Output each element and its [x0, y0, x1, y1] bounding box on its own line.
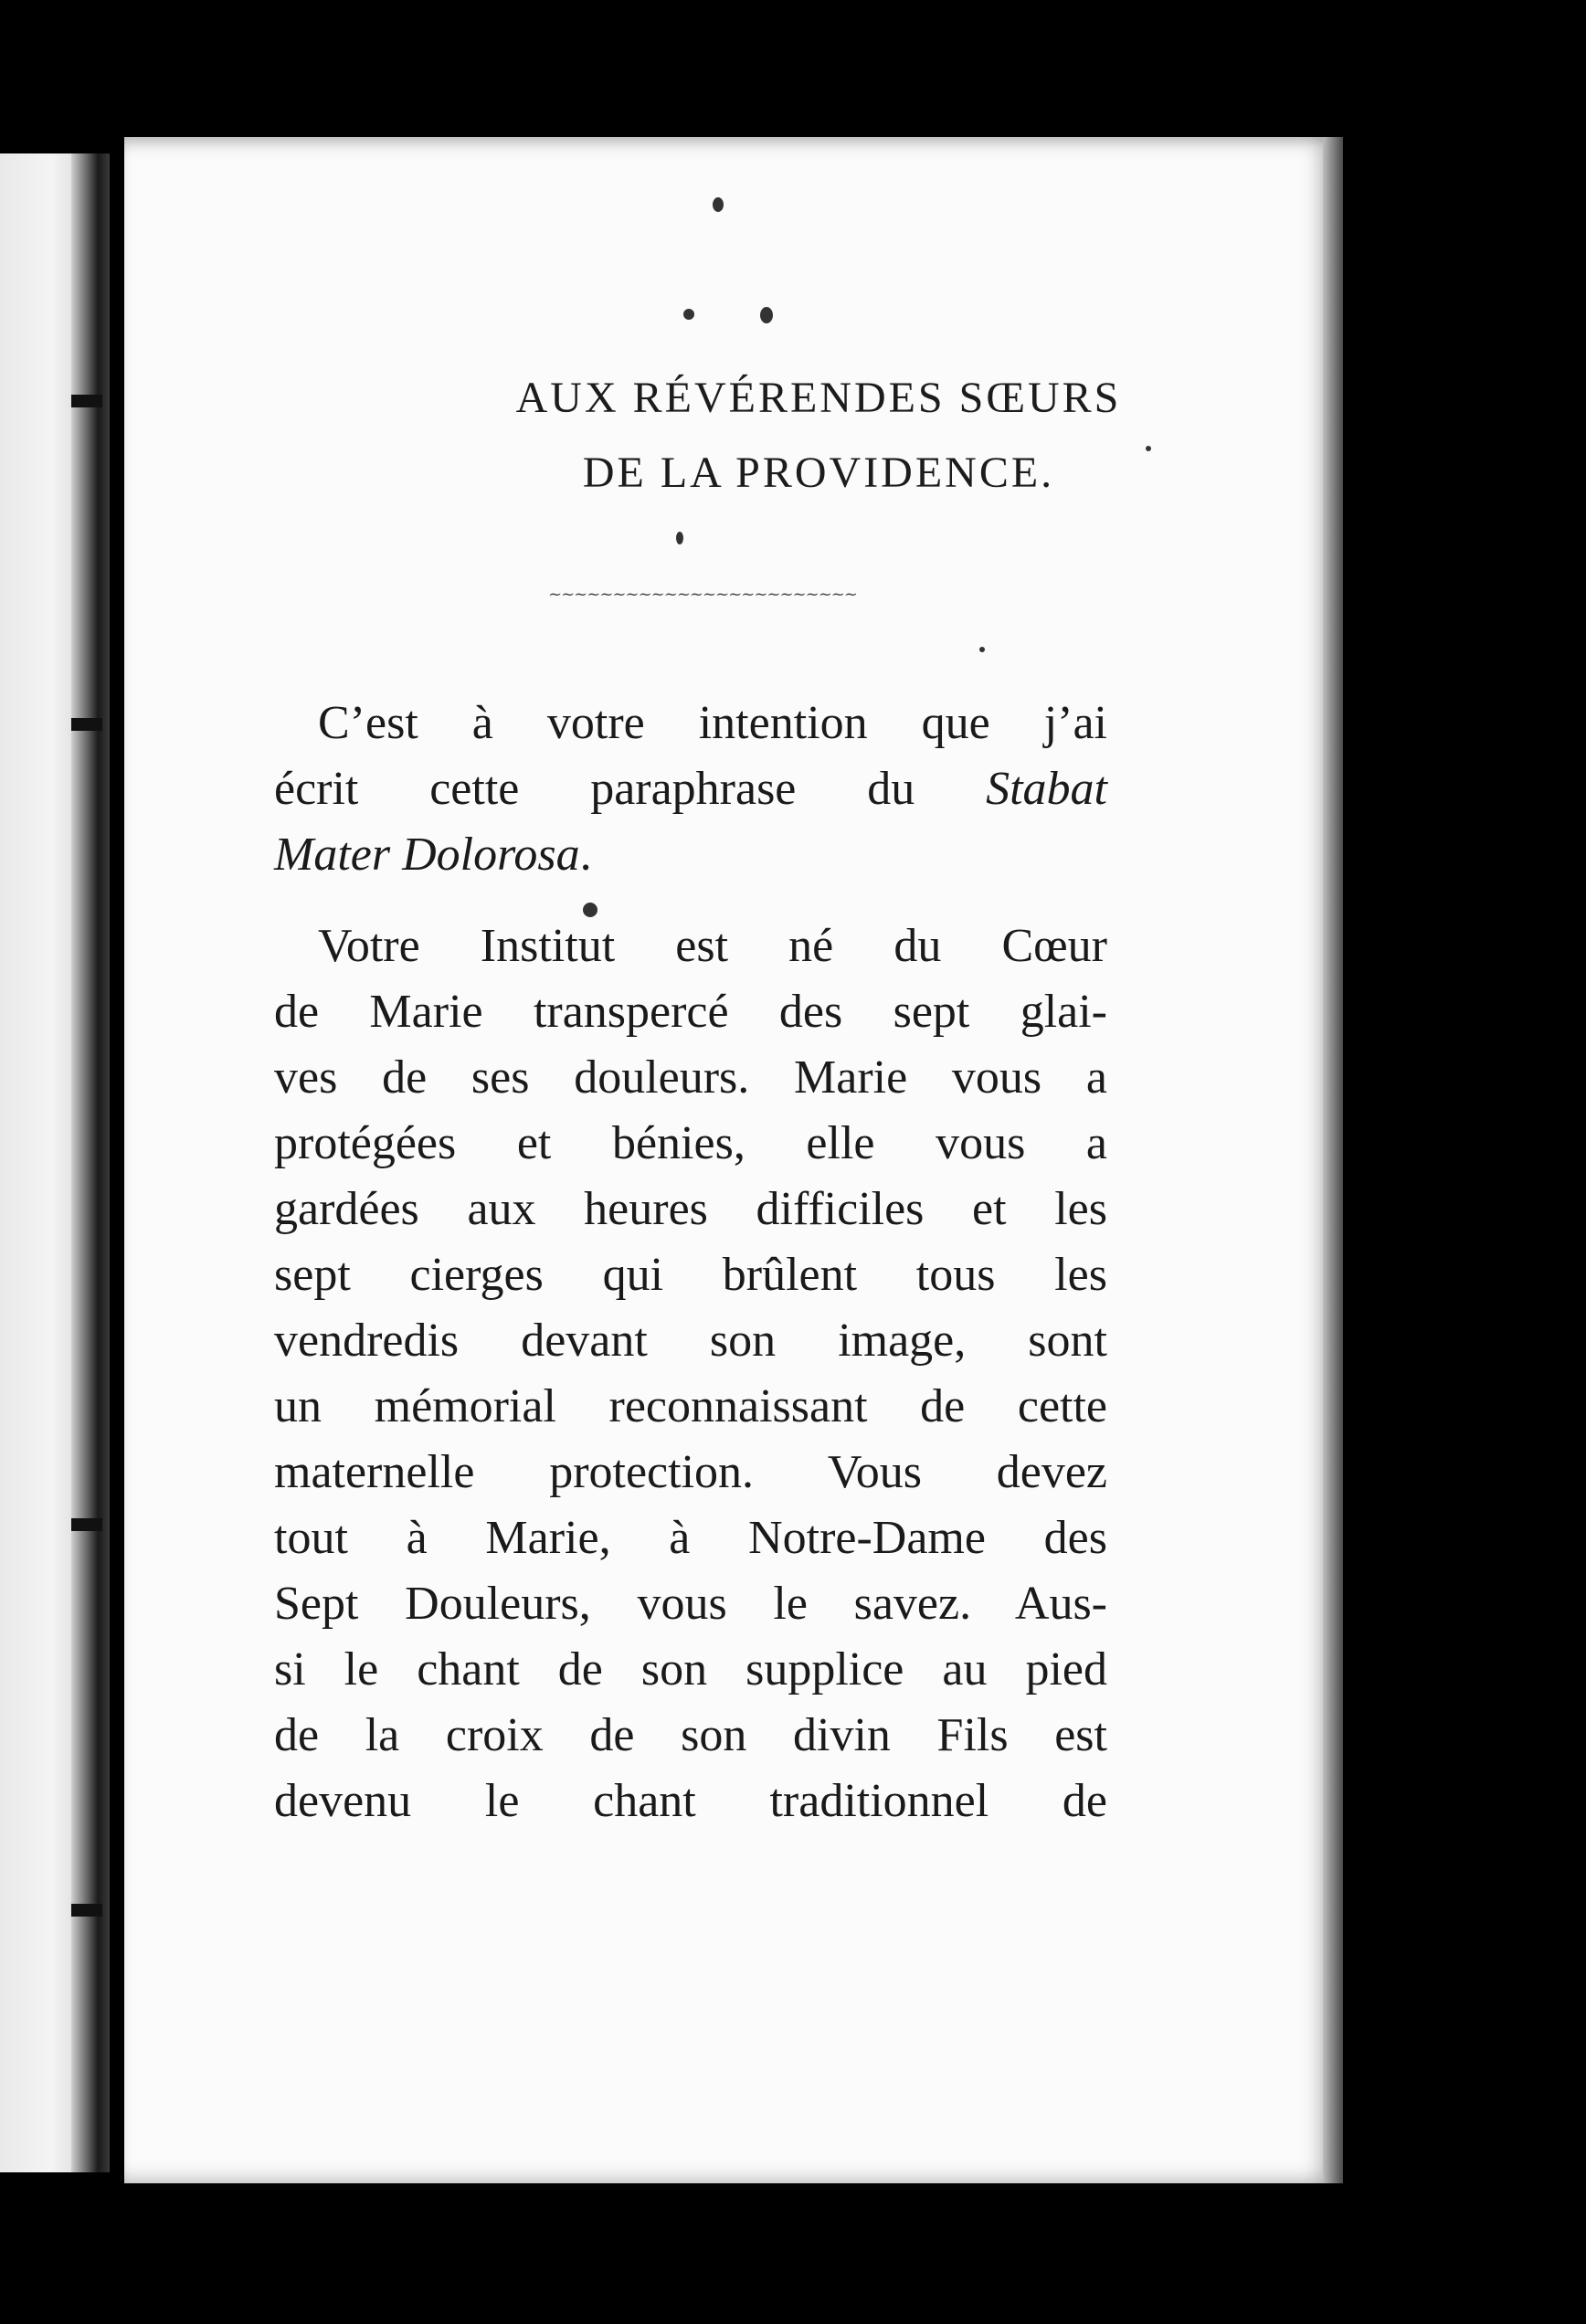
text-line: devenu le chant traditionnel de [274, 1775, 1107, 1827]
dedication-heading-line-1: AUX RÉVÉRENDES SŒURS [515, 374, 1122, 422]
text-line: tout à Marie, à Notre-Dame des [274, 1512, 1107, 1564]
dedication-heading-line-2: DE LA PROVIDENCE. [582, 449, 1055, 497]
italic-title: Mater Dolorosa [274, 829, 580, 881]
text-line: C’est à votre intention que j’ai [318, 697, 1107, 749]
scan-speck [979, 647, 985, 652]
text-span: . [579, 829, 592, 881]
italic-title: Stabat [986, 763, 1108, 815]
scan-speck [1146, 446, 1151, 451]
text-line: ves de ses douleurs. Marie vous a [274, 1051, 1107, 1104]
text-line: maternelle protection. Vous devez [274, 1446, 1107, 1498]
text-line: Sept Douleurs, vous le savez. Aus- [274, 1578, 1107, 1630]
ornamental-divider: ~~~~~~~~~~~~~~~~~~~~~~~~ [548, 585, 857, 604]
scan-speck [683, 309, 694, 320]
text-line [274, 822, 640, 888]
text-line: de Marie transpercé des sept glai- [274, 986, 1107, 1038]
scan-speck [676, 532, 683, 544]
page-edge-shadow [1323, 137, 1343, 2183]
scan-speck [713, 197, 724, 212]
text-line: vendredis devant son image, sont [274, 1315, 1107, 1367]
text-line: si le chant de son supplice au pied [274, 1643, 1107, 1695]
text-line: de la croix de son divin Fils est [274, 1709, 1107, 1761]
scan-speck [760, 307, 773, 323]
text-span: écrit cette paraphrase du [274, 763, 915, 815]
text-line: un mémorial reconnaissant de cette [274, 1380, 1107, 1432]
text-line [274, 756, 1107, 822]
binding-stitch [71, 718, 102, 731]
text-line: gardées aux heures difficiles et les [274, 1183, 1107, 1235]
scan-speck [583, 903, 597, 917]
text-line: sept cierges qui brûlent tous les [274, 1249, 1107, 1301]
text-line: Votre Institut est né du Cœur [318, 920, 1107, 972]
binding-stitch [71, 1904, 102, 1917]
text-line: protégées et bénies, elle vous a [274, 1117, 1107, 1169]
binding-stitch [71, 1518, 102, 1531]
